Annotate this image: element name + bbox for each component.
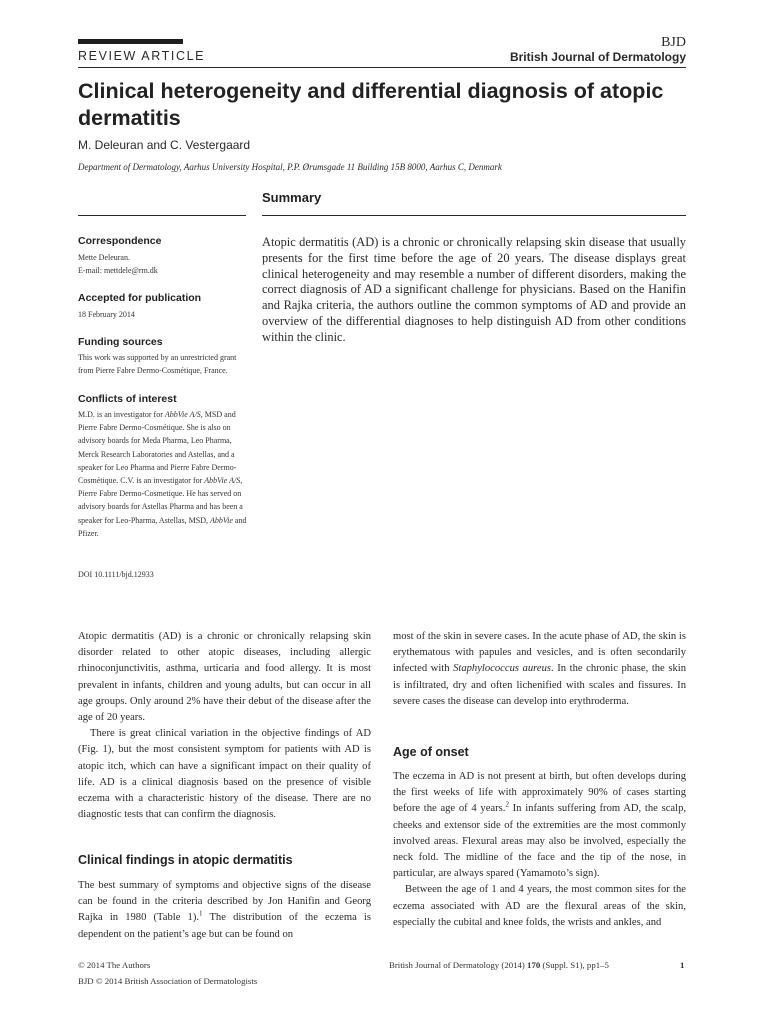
correspondence-heading: Correspondence xyxy=(78,235,162,247)
article-authors: M. Deleuran and C. Vestergaard xyxy=(78,138,251,152)
page-number: 1 xyxy=(680,960,685,970)
body-left-column xyxy=(78,629,371,823)
footer-copyright: © 2014 The Authors xyxy=(78,960,151,970)
journal-abbr: BJD xyxy=(661,35,686,50)
correspondence-name: Mette Deleuran. xyxy=(78,253,130,262)
funding-text: This work was supported by an unrestricted grant from Pierre Fabre Dermo-Cosmétique, France. xyxy=(78,353,237,376)
journal-name: British Journal of Dermatology xyxy=(509,50,686,64)
header-bar xyxy=(78,39,183,44)
sidebar-rule xyxy=(78,215,246,216)
summary-heading: Summary xyxy=(262,190,322,205)
section-heading-clinical-findings: Clinical findings in atopic dermatitis xyxy=(78,853,293,867)
section-heading-age-of-onset: Age of onset xyxy=(393,745,469,759)
conflicts-text: M.D. is an investigator for AbbVie A/S, MSD and Pierre Fabre Dermo-Cosmétique. She is also on advisory boards for Meda Pharma, Leo Pharma, Merck Research Laboratories and Astellas, and a speaker for Leo Pharma and Pierre Fabre Dermo-Cosmétique. C.V. is an investigator for AbbVie A/S, Pierre Fabre Dermo-Cosmetique. He has served on advisory boards for Astellas Pharma and has been a speaker for Leo-Pharma, Astellas, MSD, AbbVie and Pfizer. xyxy=(78,410,247,538)
body-paragraph: There is great clinical variation in the objective findings of AD (Fig. 1), but the most consistent symptom for patients with AD is atopic itch, which can have a significant impact on their quality of life. AD is a clinical diagnosis based on the presence of visible eczema with a characteristic history of the disease. There are no diagnostic tests that can confirm the diagnosis. xyxy=(78,728,371,821)
body-paragraph: Between the age of 1 and 4 years, the most common sites for the eczema associated with AD are the flexural areas of the skin, especially the cubital and knee folds, the wrists and ankles, and xyxy=(393,884,686,928)
accepted-date: 18 February 2014 xyxy=(78,310,135,319)
summary-rule xyxy=(262,215,686,216)
body-paragraph: The best summary of symptoms and objective signs of the disease can be found in the criteria described by Jon Hanifin and Georg Rajka in 1980 (Table 1).$^1$ The distribution of the eczema is dependent on the patient’s age but can be found on xyxy=(78,880,372,940)
funding-heading: Funding sources xyxy=(78,336,163,348)
accepted-heading: Accepted for publication xyxy=(78,292,202,304)
header-rule xyxy=(78,67,686,68)
correspondence-email: E-mail: mettdele@rm.dk xyxy=(78,266,158,275)
footer-citation: British Journal of Dermatology (2014) 170 (Suppl. S1), pp1–5 xyxy=(389,960,609,970)
conflicts-heading: Conflicts of interest xyxy=(78,393,177,405)
doi: DOI 10.1111/bjd.12933 xyxy=(78,570,154,579)
body-right-column xyxy=(393,629,686,710)
body-paragraph: most of the skin in severe cases. In the acute phase of AD, the skin is erythematous with papules and vesicles, and is often secondarily infected with Staphylococcus aureus. In the chronic phase, the skin is infiltrated, dry and often lichenified with scales and fissures. In severe cases the disease can develop into erythroderma. xyxy=(393,631,686,707)
article-affiliation: Department of Dermatology, Aarhus University Hospital, P.P. Ørumsgade 11 Building 15B 8000, Aarhus C, Denmark xyxy=(78,162,502,172)
summary-text: Atopic dermatitis (AD) is a chronic or chronically relapsing skin disease that usually presents for the first time before the age of 20 years. The disease displays great clinical heterogeneity and may resemble a number of different disorders, making the correct diagnosis of AD a significant challenge for physicians. Based on the Hanifin and Rajka criteria, the authors outline the common symptoms of AD and provide an overview of the differential diagnoses to help distinguish AD from other conditions within the clinic. xyxy=(262,235,686,344)
body-paragraph: Atopic dermatitis (AD) is a chronic or chronically relapsing skin disorder related to other atopic diseases, including allergic rhinoconjunctivitis, asthma, urticaria and food allergy. It is most prevalent in infants, children and young adults, but can occur in all age groups. Only around 2% have their debut of the disease after the age of 20 years. xyxy=(78,631,371,724)
section-label: REVIEW ARTICLE xyxy=(78,49,206,63)
article-title: Clinical heterogeneity and differential diagnosis of atopic dermatitis xyxy=(78,79,664,130)
body-left-continued xyxy=(78,878,371,943)
footer-copyright-association: BJD © 2014 British Association of Dermatologists xyxy=(78,976,258,986)
body-right-continued xyxy=(393,769,686,931)
body-paragraph: The eczema in AD is not present at birth, but often develops during the first weeks of life with approximately 90% of cases starting before the age of 4 years.$^2$ In infants suffering from AD, the scalp, cheeks and extensor side of the extremities are the most commonly involved areas. Flexural areas may also be involved, especially the neck fold. The midline of the face and the tip of the nose, in particular, are always spared (Yamamoto’s sign). xyxy=(393,771,687,880)
